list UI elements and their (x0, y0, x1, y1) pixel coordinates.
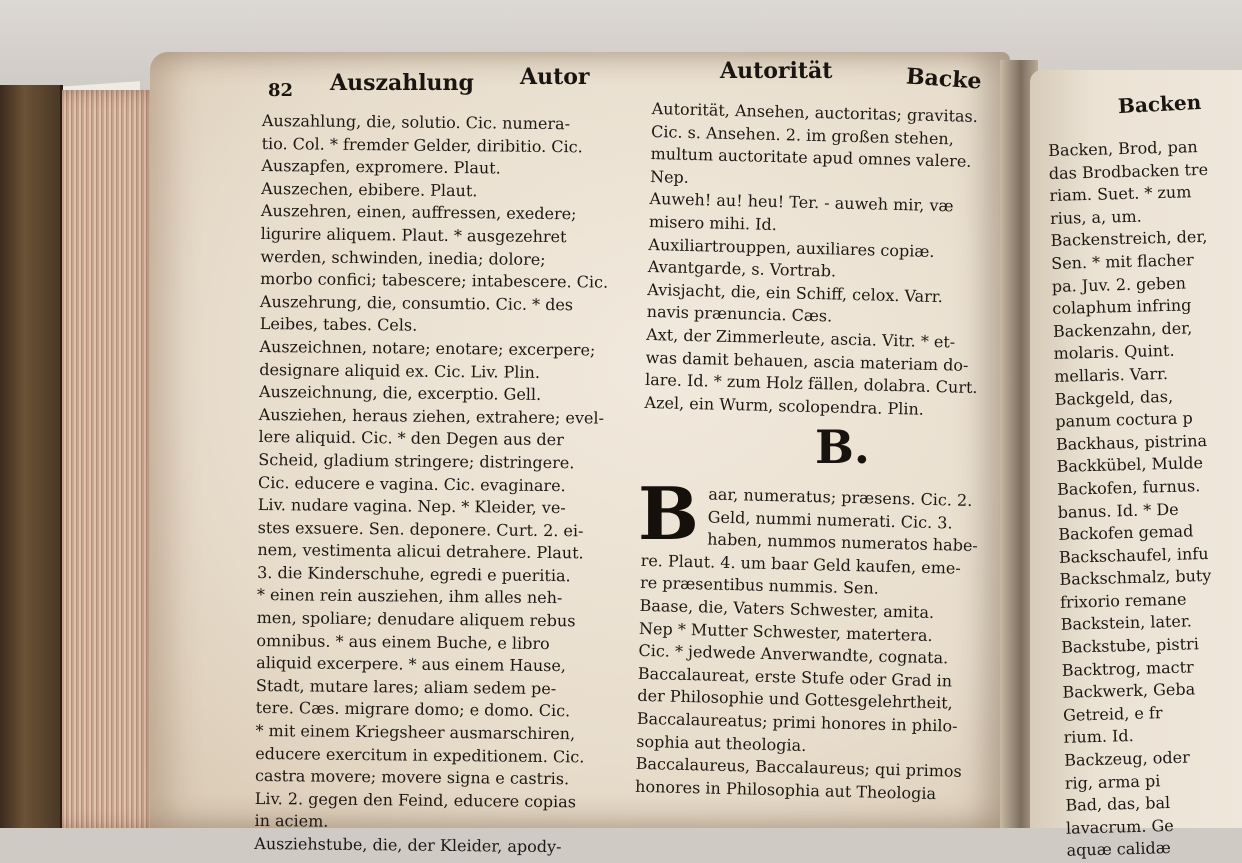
dictionary-line: Axt, der Zimmerleute, ascia. Vitr. * et- (645, 324, 956, 352)
dictionary-line: der Philosophie und Gottesgelehrtheit, (637, 686, 953, 713)
dictionary-line: molaris. Quint. (1053, 341, 1175, 364)
dictionary-line: mellaris. Varr. (1053, 363, 1169, 386)
dictionary-line: sophia aut theologia. (636, 731, 807, 755)
dictionary-line: Backofen, furnus. (1056, 476, 1201, 499)
dictionary-line: Auszechen, ebibere. Plaut. (261, 178, 478, 201)
page-number: 82 (268, 80, 294, 101)
page-edges (62, 90, 162, 828)
section-letter: B. (815, 420, 870, 474)
dictionary-line: Backschmalz, buty (1059, 566, 1212, 590)
dictionary-line: honores in Philosophia aut Theologia (634, 776, 937, 803)
dictionary-line: Backkübel, Mulde (1056, 453, 1204, 477)
dictionary-line: Geld, nummi numerati. Cic. 3. (707, 507, 953, 533)
dictionary-line: Autorität, Ansehen, auctoritas; gravitas. (651, 98, 979, 126)
book-spine (0, 85, 63, 828)
dictionary-line: Liv. nudare vagina. Nep. * Kleider, ve- (257, 495, 566, 518)
dictionary-line: morbo confici; tabescere; intabescere. Cic. (260, 269, 609, 292)
dictionary-line: werden, schwinden, inedia; dolore; (260, 246, 546, 269)
middle-column (635, 98, 989, 806)
dictionary-line: lare. Id. * zum Holz fällen, dolabra. Curt. (644, 370, 978, 398)
dictionary-line: banus. Id. * De (1057, 499, 1179, 522)
dictionary-line: Backtrog, mactr (1061, 657, 1194, 680)
dictionary-line: Auszapfen, expromere. Plaut. (261, 156, 501, 178)
dictionary-line: aliquid excerpere. * aus einem Hause, (256, 653, 567, 676)
dictionary-line: 3. die Kinderschuhe, egredi e pueritia. (257, 562, 571, 586)
dictionary-line: lavacrum. Ge (1065, 815, 1174, 838)
dictionary-line: Auszehren, einen, auffressen, exedere; (260, 201, 577, 224)
dictionary-line: Baccalaureus, Baccalaureus; qui primos (635, 754, 962, 781)
dictionary-line: Backen, Brod, pan (1048, 137, 1198, 160)
dictionary-line: Ausziehstube, die, der Kleider, apody- (254, 833, 562, 857)
dictionary-line: re præsentibus nummis. Sen. (639, 573, 880, 599)
dictionary-line: Baase, die, Vaters Schwester, amita. (639, 595, 935, 623)
guide-word-2: Autor (520, 64, 590, 90)
dictionary-line: Azel, ein Wurm, scolopendra. Plin. (644, 392, 925, 419)
dictionary-line: tio. Col. * fremder Gelder, diribitio. Cic. (261, 133, 583, 156)
dictionary-line: Nep. (649, 166, 690, 187)
dictionary-line: Backzeug, oder (1063, 747, 1191, 770)
dictionary-line: Backofen gemad (1058, 521, 1194, 544)
dictionary-line: Backschaufel, infu (1058, 543, 1209, 567)
dictionary-line: Ausziehen, heraus ziehen, extrahere; evel- (258, 404, 605, 428)
dictionary-line: Cic. * jedwede Anverwandte, cognata. (638, 641, 949, 668)
dictionary-line: Auszehrung, die, consumtio. Cic. * des (259, 291, 574, 315)
dictionary-line: aquæ calidæ (1066, 838, 1172, 861)
dictionary-line: Getreid, e fr (1062, 703, 1163, 725)
dictionary-line: * einen rein ausziehen, ihm alles neh- (256, 585, 563, 608)
dictionary-line: misero mihi. Id. (648, 211, 778, 235)
dictionary-line: stes exsuere. Sen. deponere. Curt. 2. ei- (257, 517, 584, 541)
dictionary-line: re. Plaut. 4. um baar Geld kaufen, eme- (640, 550, 962, 578)
dictionary-line: Auszeichnung, die, excerptio. Gell. (258, 382, 542, 405)
dictionary-line: Liv. 2. gegen den Feind, educere copias (254, 788, 577, 812)
dictionary-line: rium. Id. (1063, 726, 1134, 748)
dictionary-line: nem, vestimenta alicui detrahere. Plaut. (257, 540, 584, 563)
dictionary-line: Stadt, mutare lares; aliam sedem pe- (255, 675, 557, 698)
dictionary-line: Avisjacht, die, ein Schiff, celox. Varr. (647, 279, 944, 306)
dictionary-line: Avantgarde, s. Vortrab. (647, 257, 837, 281)
dictionary-line: Bad, das, bal (1065, 793, 1171, 815)
drop-cap: B (638, 471, 699, 556)
dictionary-line: tere. Cæs. migrare domo; e domo. Cic. (255, 698, 571, 721)
dictionary-line: designare aliquid ex. Cic. Liv. Plin. (259, 359, 541, 382)
dictionary-line: Backenzahn, der, (1052, 318, 1193, 341)
dictionary-line: lere aliquid. Cic. * den Degen aus der (258, 427, 564, 450)
dictionary-line: rig, arma pi (1064, 770, 1161, 793)
dictionary-line: Backstube, pistri (1061, 634, 1200, 657)
guide-word-4: Backe (905, 63, 983, 95)
guide-word-3: Autorität (720, 58, 833, 84)
dictionary-line: Leibes, tabes. Cels. (259, 314, 418, 335)
dictionary-line: Auszahlung, die, solutio. Cic. numera- (261, 110, 571, 134)
dictionary-line: Scheid, gladium stringere; distringere. (258, 449, 575, 473)
dictionary-line: riam. Suet. * zum (1049, 182, 1192, 206)
dictionary-line: ligurire aliquem. Plaut. * ausgezehret (260, 223, 567, 247)
dictionary-line: das Brodbacken tre (1048, 159, 1209, 183)
dictionary-line: haben, nummos numeratos habe- (707, 529, 979, 556)
dictionary-line: colaphum infring (1052, 295, 1192, 319)
dictionary-line: was damit behauen, ascia materiam do- (645, 347, 969, 375)
dictionary-line: Auweh! au! heu! Ter. - auweh mir, væ (649, 189, 954, 216)
dictionary-line: Auszeichnen, notare; enotare; excerpere; (259, 336, 596, 360)
dictionary-line: multum auctoritate apud omnes valere. (650, 144, 972, 172)
right-column (1048, 136, 1226, 863)
dictionary-line: pa. Juv. 2. geben (1051, 273, 1187, 296)
dictionary-line: Auxiliartrouppen, auxiliares copiæ. (648, 234, 935, 261)
guide-word-1: Auszahlung (330, 70, 474, 96)
dictionary-line: in aciem. (254, 811, 329, 832)
dictionary-line: Baccalaureatus; primi honores in philo- (636, 708, 958, 736)
dictionary-line: Sen. * mit flacher (1050, 250, 1194, 273)
dictionary-line: * mit einem Kriegsheer ausmarschiren, (255, 720, 576, 744)
dictionary-line: Backwerk, Geba (1062, 679, 1196, 703)
dictionary-line: frixorio remane (1059, 589, 1187, 612)
dictionary-line: educere exercitum in expeditionem. Cic. (255, 743, 585, 767)
dictionary-line: panum coctura p (1055, 408, 1194, 432)
dictionary-line: men, spoliare; denudare aliquem rebus (256, 608, 576, 631)
dictionary-line: Backstein, later. (1060, 611, 1193, 635)
dictionary-line: Baccalaureat, erste Stufe oder Grad in (637, 663, 953, 691)
dictionary-line: Backhaus, pistrina (1055, 430, 1208, 454)
dictionary-line: Cic. educere e vagina. Cic. evaginare. (258, 472, 566, 495)
dictionary-line: Cic. s. Ansehen. 2. im großen stehen, (650, 121, 955, 148)
dictionary-line: navis prænuncia. Cæs. (646, 302, 833, 326)
dictionary-line: omnibus. * aus einem Buche, e libro (256, 630, 550, 653)
dictionary-line: Backgeld, das, (1054, 386, 1174, 409)
dictionary-line: rius, a, um. (1049, 206, 1143, 228)
dictionary-line: aar, numeratus; præsens. Cic. 2. (708, 484, 973, 511)
dictionary-line: castra movere; movere signa e castris. (254, 766, 570, 789)
dictionary-line: Backenstreich, der, (1050, 227, 1208, 251)
dictionary-line: Nep * Mutter Schwester, matertera. (638, 618, 933, 645)
right-page-heading: Backen (1117, 89, 1202, 119)
left-column (254, 110, 610, 859)
